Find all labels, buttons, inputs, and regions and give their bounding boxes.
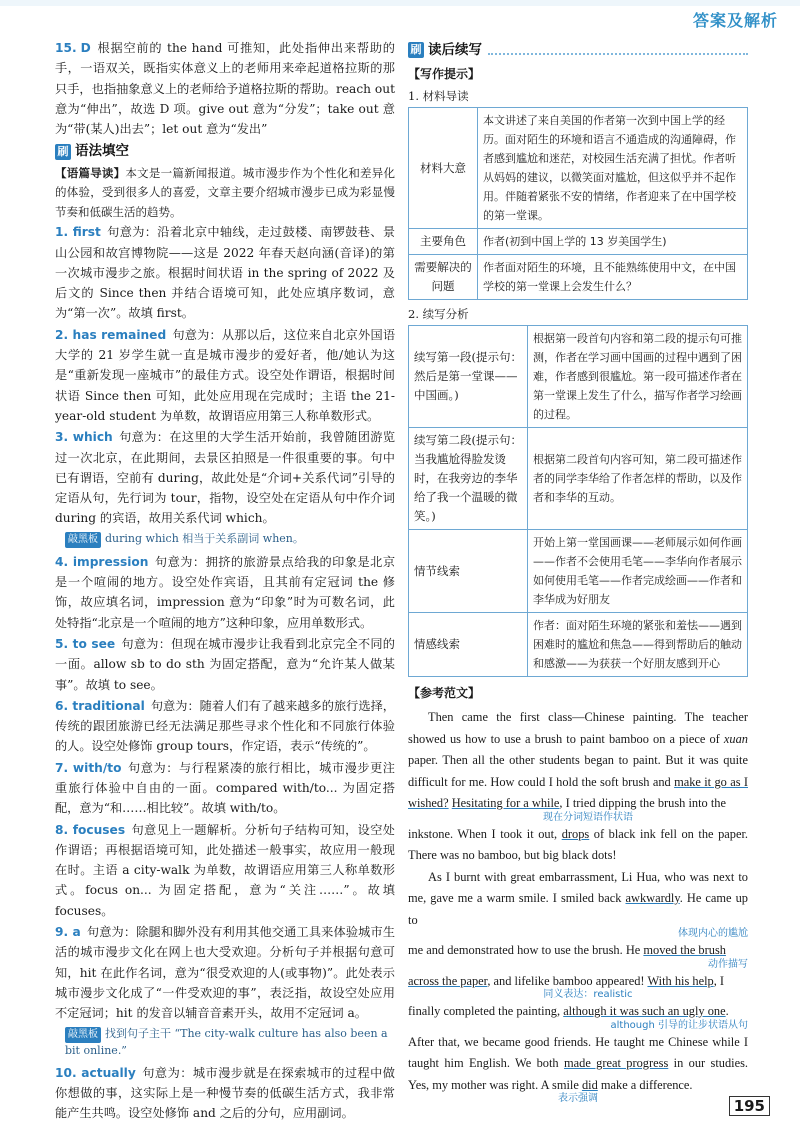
explanation: 句意见上一题解析。分析句子结构可知，设空处作谓语；再根据语境可知，此处描述一般事实，故应用一般现在时。主语 a city-walk 为单数，故谓语应用第三人称单数形式。focus on... 为固定搭配，意为“关注……”。故填 focuses。	[55, 822, 395, 918]
right-column	[408, 38, 748, 1105]
essay-text: xuan	[723, 731, 748, 746]
essay-text: , I tried dipping the brush into the	[559, 796, 726, 810]
answer: 3. which	[55, 430, 113, 445]
question-number: 15.	[55, 41, 77, 55]
row-label: 需要解决的问题	[409, 255, 478, 300]
board-text: 找到句子主干 “The city-walk culture has also been a bit online.”	[65, 1026, 388, 1057]
answer: 5. to see	[55, 636, 116, 651]
answer-item	[55, 552, 395, 633]
passage-guide	[55, 164, 395, 223]
essay-paragraph	[408, 1032, 748, 1106]
underlined-phrase: drops	[561, 826, 590, 841]
note-board	[65, 1026, 395, 1059]
answer: 7. with/to	[55, 760, 122, 775]
annotation-note: 现在分词短语作状语	[543, 811, 633, 823]
essay-text: me and demonstrated how to use the brush. He	[408, 943, 644, 957]
board-tag: 敲黑板	[65, 532, 101, 548]
board-tag: 敲黑板	[65, 1027, 101, 1043]
essay-text: As I burnt with great embarrassment, Li Hua, who was next to me, gave me a warm smile. I smiled back	[408, 869, 748, 905]
underlined-phrase: made great progress	[563, 1056, 669, 1070]
table-row	[409, 326, 748, 428]
row-label: 情感线索	[409, 613, 528, 677]
table-row	[409, 229, 748, 255]
underlined-phrase: make it go as I wished?	[408, 774, 748, 810]
answer-item	[55, 758, 395, 819]
essay-text: paper. Then all the other students began to paint. But it was quite difficult for me. How could I hold the soft brush and	[408, 753, 748, 789]
underlined-phrase: awkwardly	[625, 891, 680, 905]
reference-essay-label: 【参考范文】	[408, 686, 481, 700]
answer: 4. impression	[55, 554, 149, 569]
explanation: 句意为：沿着北京中轴线，走过鼓楼、南锣鼓巷、景山公园和故宫博物院——这是 2022 年春天赵向涵(音译)的第一次城市漫步之旅。根据时间状语 in the spring of 2022 及后文的 Since then 并结合语境可知，此处应填序数词，意为“第一次”。故填 first。	[55, 225, 396, 321]
brush-icon: 刷	[55, 144, 71, 160]
underlined-phrase: Hesitating for a while	[451, 796, 560, 810]
table-row	[409, 613, 748, 677]
answer: 9. a	[55, 925, 81, 940]
annotation-note: 动作描写	[708, 958, 748, 970]
analysis-subtitle: 2. 续写分析	[408, 307, 469, 321]
table-row	[409, 530, 748, 613]
answer-item	[55, 427, 395, 528]
essay-text: Then came the first class—Chinese painting. The teacher showed us how to use a brush to paint bamboo on a piece of	[408, 710, 748, 746]
annotation-note: 同义表达：realistic	[543, 989, 633, 1000]
annotation-note: 表示强调	[558, 1093, 598, 1104]
explanation: 根据空前的 the hand 可推知，此处指伸出来帮助的手，一语双关，既指实体意义上的老师用来牵起道格拉斯的那只手，也指抽象意义上的老师给予道格拉斯的帮助。reach out 意为“伸出”，故选 D 项。give out 意为“分发”；take out 意为“带(某人)出去”；let out 意为“发出”	[55, 41, 395, 137]
row-value: 作者(初到中国上学的 13 岁美国学生)	[478, 229, 748, 255]
board-text: during which 相当于关系副词 when。	[105, 531, 304, 545]
essay-text: .	[725, 1004, 729, 1018]
section-header-grammar	[55, 141, 395, 161]
answer-item	[55, 922, 395, 1023]
row-value: 作者面对陌生的环境，且不能熟练使用中文，在中国学校的第一堂课上会发生什么？	[478, 255, 748, 300]
row-value: 作者：面对陌生环境的紧张和羞怯——遇到困难时的尴尬和焦急——得到帮助后的触动和感激——为获获一个好朋友感到开心	[528, 613, 748, 677]
explanation: 句意为：但现在城市漫步让我看到北京完全不同的一面。allow sb to do sth 为固定搭配，意为“允许某人做某事”。故填 to see。	[55, 636, 395, 692]
explanation: 句意为：与行程紧凑的旅行相比，城市漫步更注重旅行体验中自由的一面。compared with/to... 为固定搭配，意为“和……相比较”。故填 with/to。	[55, 760, 395, 816]
row-value: 根据第一段首句内容和第二段的提示句可推测，作者在学习画中国画的过程中遇到了困难，作者感到很尴尬。第一段可描述作者在第一堂课上发生了什么，描写作者学习绘画的过程。	[528, 326, 748, 428]
row-value: 开始上第一堂国画课——老师展示如何作画——作者不会使用毛笔——李华向作者展示如何使用毛笔——作者完成绘画——作者和李华成为好朋友	[528, 530, 748, 613]
section-title: 语法填空	[75, 143, 129, 160]
essay-paragraph	[408, 707, 748, 867]
answer: 6. traditional	[55, 698, 145, 713]
row-value: 根据第二段首句内容可知，第二段可描述作者的同学李华给了作者怎样的帮助，以及作者和李华的互动。	[528, 428, 748, 530]
answer: 8. focuses	[55, 822, 126, 837]
answer: 1. first	[55, 225, 101, 240]
underlined-phrase: did	[581, 1077, 598, 1092]
essay-paragraph	[408, 867, 748, 1032]
answer-item	[55, 634, 395, 695]
explanation: 句意为：拥挤的旅游景点给我的印象是北京是一个喧闹的地方。设空处作宾语，且其前有定冠词 the 修饰，故应填名词，impression 意为“印象”时为可数名词，此处特指“北京是一个喧闹的地方”这种印象，应用单数形式。	[55, 554, 396, 630]
material-table	[408, 107, 748, 300]
explanation: 句意为：从那以后，这位来自北京外国语大学的 21 岁学生就一直是城市漫步的爱好者，他/她认为这是“重新发现一座城市”的最佳方式。设空处作谓语，根据时间状语 Since then 可知，此处应用现在完成时；主语 the 21-year-old student 为单数，故谓语应用第三人称单数形式。	[55, 327, 396, 423]
dotted-divider	[488, 45, 748, 55]
question-15	[55, 38, 395, 139]
reference-essay	[408, 707, 748, 1105]
section-header-continuation	[408, 40, 748, 60]
left-column	[55, 38, 395, 1124]
guide-label: 【语篇导读】	[55, 165, 126, 180]
answer-item	[55, 1063, 395, 1124]
guide-text: 本文是一篇新闻报道。城市漫步作为个性化和差异化的体验，受到很多人的喜爱，文章主要介绍城市漫步已成为彩显慢节奏和低碳生活的趋势。	[55, 165, 396, 219]
table-row	[409, 108, 748, 229]
answer-item	[55, 325, 395, 426]
essay-text: , and lifelike bamboo appeared!	[487, 973, 648, 988]
underlined-phrase: With his help	[647, 973, 714, 988]
underlined-phrase: moved the brush	[643, 943, 726, 957]
note-board	[65, 531, 395, 548]
page-header-title: 答案及解析	[692, 11, 778, 30]
essay-text: inkstone. When I took it out,	[408, 826, 562, 841]
material-subtitle: 1. 材料导读	[408, 89, 469, 103]
answer-item	[55, 696, 395, 757]
explanation: 句意为：随着人们有了越来越多的旅行选择，传统的跟团旅游已经无法满足那些寻求个性化和不同旅行体验的人。设空处修饰 group tours，作定语，表示“传统的”。	[55, 698, 395, 754]
annotation-note: 体现内心的尴尬	[678, 928, 748, 939]
answer-item	[55, 820, 395, 921]
row-label: 续写第二段(提示句：当我尴尬得脸发烫时，在我旁边的李华给了我一个温暖的微笑。)	[409, 428, 528, 530]
essay-text: , I	[713, 973, 725, 988]
answer-item	[55, 222, 395, 323]
header-band	[0, 0, 800, 6]
row-value: 本文讲述了来自美国的作者第一次到中国上学的经历。面对陌生的环境和语言不通造成的沟通障碍，作者感到尴尬和迷茫，对校园生活充满了担忧。作者听从妈妈的建议，以微笑面对尴尬，但这似乎并不起作用。伴随着紧张不安的情绪，作者迎来了在中国学校的第一堂课。	[478, 108, 748, 229]
section-title: 读后续写	[428, 42, 482, 58]
annotation-note: although 引导的让步状语从句	[610, 1019, 748, 1031]
table-row	[409, 428, 748, 530]
table-row	[409, 255, 748, 300]
brush-icon: 刷	[408, 42, 424, 58]
row-label: 材料大意	[409, 108, 478, 229]
essay-text: make a difference.	[597, 1077, 693, 1092]
essay-text: After that, we became good friends. He taught me Chinese while I taught him English. We both	[408, 1034, 748, 1070]
essay-text: of black ink fell on the paper. There was no bamboo, but big black dots!	[408, 826, 748, 862]
analysis-table	[408, 325, 748, 677]
underlined-phrase: across the paper	[408, 973, 488, 988]
explanation: 句意为：除腿和脚外没有利用其他交通工具来体验城市生活的城市漫步文化在网上也大受欢迎。分析句子并根据句意可知，hit 在此作名词，意为“很受欢迎的人(或事物)”。此处表示城市漫步文化成了“一件受欢迎的事”，表泛指，故设空处应用不定冠词；hit 的发音以辅音音素开头，故用不定冠词 a。	[55, 925, 396, 1021]
answer: D	[80, 41, 91, 55]
tips-label: 【写作提示】	[408, 67, 481, 81]
answer: 2. has remained	[55, 327, 167, 342]
explanation: 句意为：在这里的大学生活开始前，我曾随团游览过一次北京，在此期间，去景区拍照是一件很重要的事。句中已有谓语，空前有 during，故此处是“介词+关系代词”引导的定语从句，先行词为 tour，指物，设空处在定语从句中作介词 during 的宾语，故用关系代词 which。	[55, 430, 396, 526]
essay-text: . He came up to	[408, 891, 748, 927]
row-label: 续写第一段(提示句：然后是第一堂课——中国画。)	[409, 326, 528, 428]
explanation: 句意为：城市漫步就是在探索城市的过程中做你想做的事，这实际上是一种慢节奏的低碳生活方式，我非常能产生共鸣。设空处修饰 and 之后的分句，应用副词。	[55, 1065, 395, 1121]
answer: 10. actually	[55, 1065, 136, 1080]
underlined-phrase: although it was such an ugly one	[563, 1004, 726, 1018]
page-number: 195	[729, 1096, 770, 1116]
row-label: 情节线索	[409, 530, 528, 613]
essay-text: in our studies. Yes, my mother was right. A smile	[408, 1056, 749, 1092]
row-label: 主要角色	[409, 229, 478, 255]
essay-text: finally completed the painting,	[408, 1004, 564, 1018]
